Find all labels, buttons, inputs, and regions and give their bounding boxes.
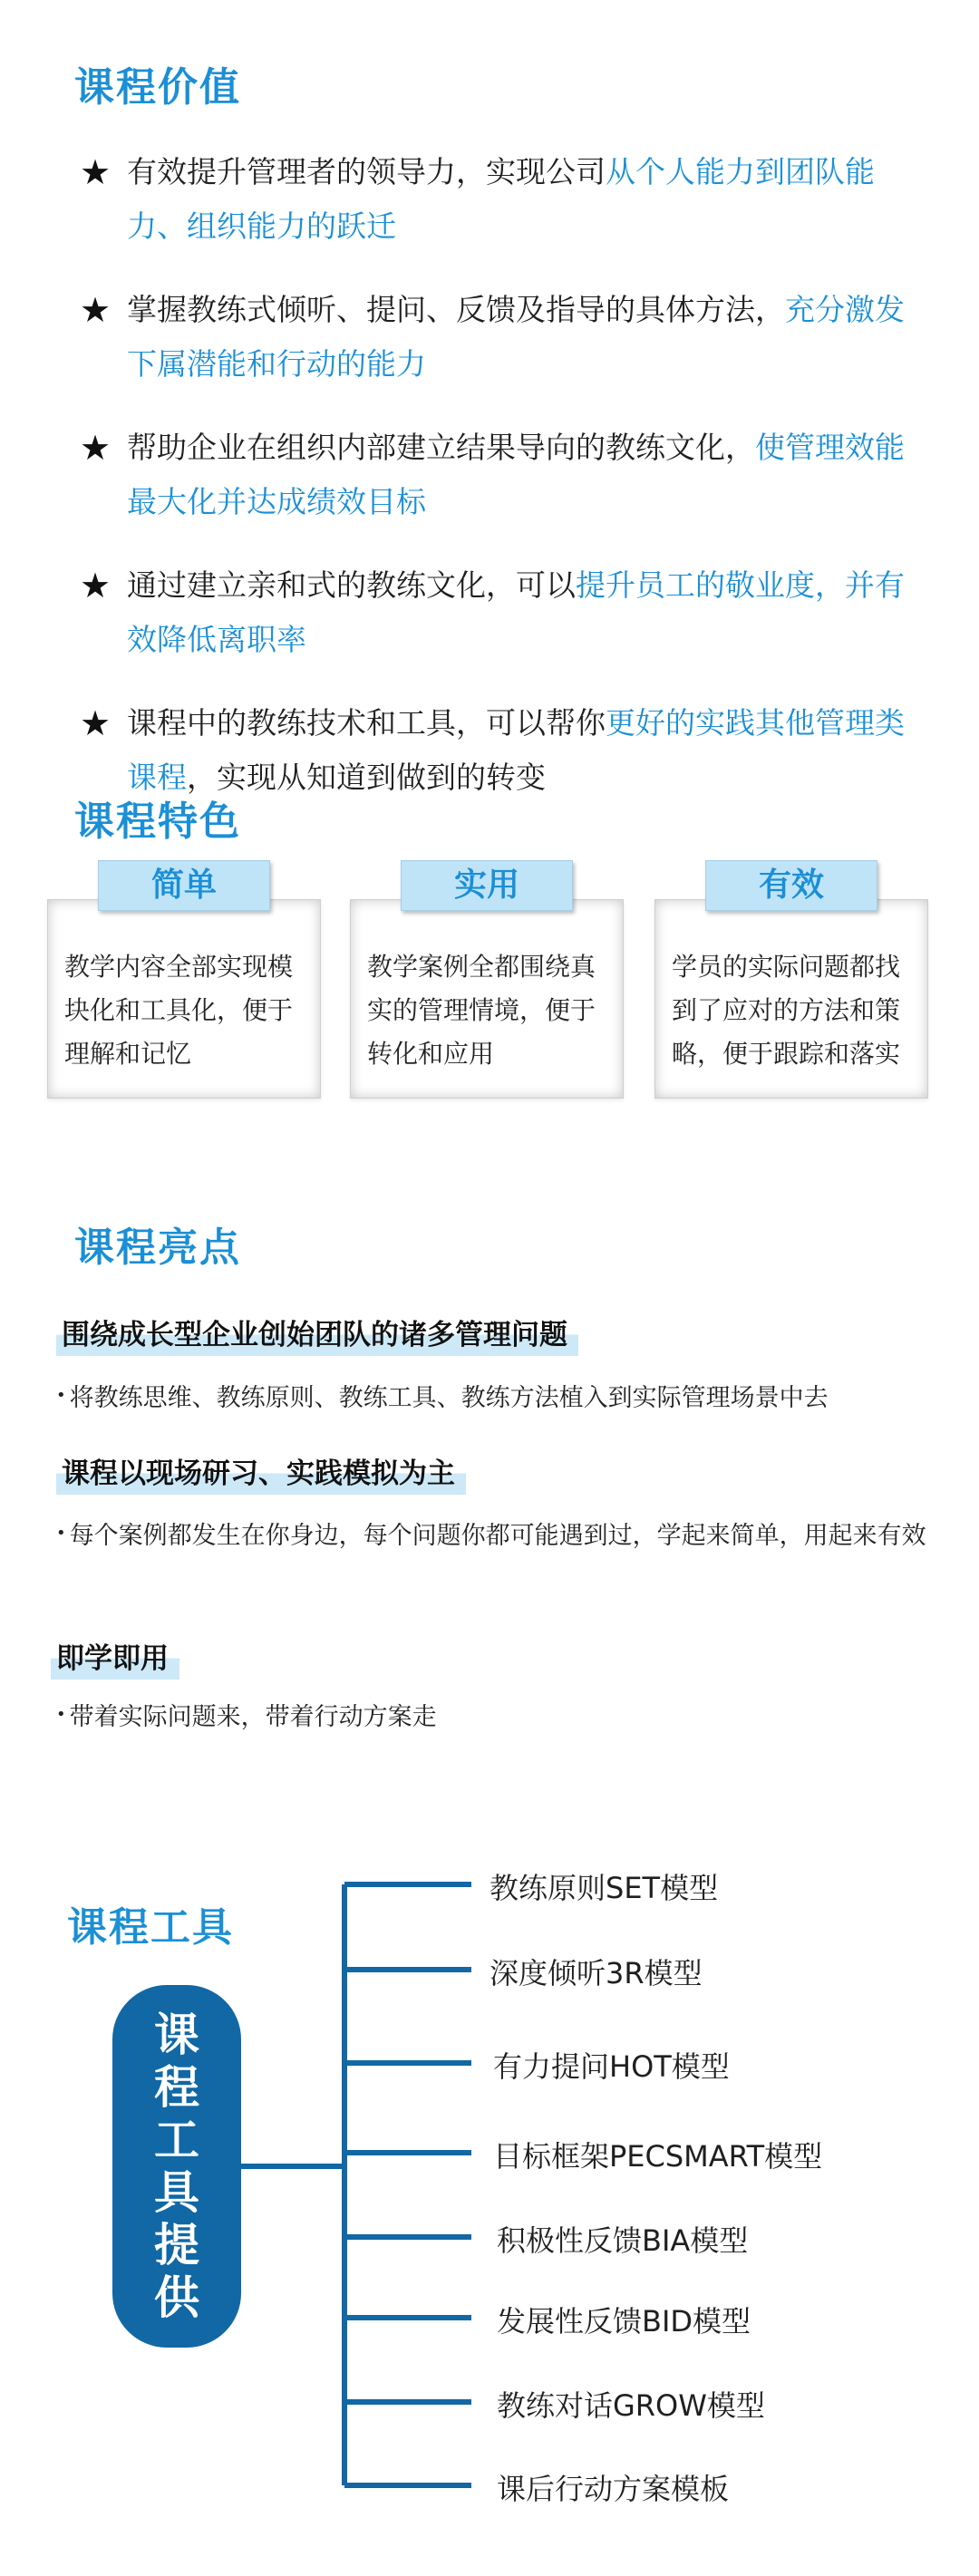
highlight-text <box>56 1516 926 1560</box>
tools-label-char: 程 <box>154 2061 199 2114</box>
feature-cards <box>47 867 935 1115</box>
star-icon: ★ <box>80 428 111 468</box>
feature-section-title: 课程特色 <box>74 799 241 845</box>
feature-card-effective <box>654 867 928 1099</box>
feature-card-body: 学员的实际问题都找到了应对的方法和策略，便于跟踪和落实 <box>672 952 901 1069</box>
value-item <box>80 145 914 254</box>
value-text: 课程中的教练技术和工具，可以帮你 <box>127 705 606 741</box>
highlight-heading: 围绕成长型企业创始团队的诸多管理问题 <box>56 1312 578 1356</box>
value-section-title: 课程价值 <box>74 64 241 111</box>
tool-item: 有力提问HOT模型 <box>493 2049 730 2084</box>
tools-label-char: 提 <box>154 2219 199 2271</box>
feature-card-body: 教学案例全都围绕真实的管理情境，便于转化和应用 <box>367 952 596 1069</box>
value-highlight: 更好的实践其他管理类课程 <box>127 705 905 795</box>
value-item <box>80 421 914 529</box>
value-highlight: 充分激发下属潜能和行动的能力 <box>127 292 905 382</box>
feature-card-title: 实用 <box>401 860 573 911</box>
star-icon: ★ <box>80 290 111 330</box>
feature-card-title: 简单 <box>98 860 270 911</box>
value-highlight: 提升员工的敬业度，并有效降低离职率 <box>127 567 905 657</box>
star-icon: ★ <box>80 152 111 192</box>
feature-card-title: 有效 <box>705 860 877 911</box>
value-highlight: 使管理效能最大化并达成绩效目标 <box>127 430 905 519</box>
value-item <box>80 283 914 392</box>
tool-item: 教练原则SET模型 <box>490 1871 719 1905</box>
highlight-text <box>56 1697 926 1741</box>
value-highlight: 从个人能力到团队能力、组织能力的跃迁 <box>127 154 875 244</box>
feature-card-practical <box>350 867 624 1099</box>
tool-item: 教练对话GROW模型 <box>497 2388 765 2423</box>
highlight-text-content: 带着实际问题来，带着行动方案走 <box>69 1703 437 1731</box>
bullet-dot-icon: • <box>56 1524 66 1543</box>
tool-item: 发展性反馈BID模型 <box>497 2304 751 2339</box>
bullet-dot-icon: • <box>56 1386 66 1405</box>
value-list <box>80 145 914 834</box>
tool-item: 积极性反馈BIA模型 <box>497 2223 749 2258</box>
highlight-text-content: 将教练思维、教练原则、教练工具、教练方法植入到实际管理场景中去 <box>69 1384 829 1412</box>
highlight-heading: 即学即用 <box>51 1635 179 1680</box>
tool-item: 课后行动方案模板 <box>497 2472 730 2506</box>
highlight-section-title: 课程亮点 <box>74 1225 241 1271</box>
highlight-text <box>56 1378 926 1422</box>
feature-card-body: 教学内容全部实现模块化和工具化，便于理解和记忆 <box>64 952 294 1069</box>
value-text: 有效提升管理者的领导力，实现公司 <box>127 154 606 189</box>
tools-provided-label <box>112 1985 241 2348</box>
value-text-after: ，实现从知道到做到的转变 <box>187 760 546 795</box>
tool-item: 目标框架PECSMART模型 <box>493 2139 823 2174</box>
bullet-dot-icon: • <box>56 1705 66 1724</box>
tools-label-char: 供 <box>154 2271 199 2324</box>
tool-item: 深度倾听3R模型 <box>490 1956 703 1990</box>
highlight-heading: 课程以现场研习、实践模拟为主 <box>56 1450 466 1495</box>
value-text: 掌握教练式倾听、提问、反馈及指导的具体方法， <box>127 292 785 327</box>
tools-label-char: 具 <box>154 2166 199 2219</box>
tools-label-char: 工 <box>154 2114 199 2166</box>
value-text: 通过建立亲和式的教练文化，可以 <box>127 567 576 603</box>
tools-section-title: 课程工具 <box>67 1904 234 1951</box>
feature-card-simple <box>47 867 321 1099</box>
highlight-text-content: 每个案例都发生在你身边，每个问题你都可能遇到过，学起来简单，用起来有效 <box>69 1522 926 1550</box>
star-icon: ★ <box>80 703 111 743</box>
value-text: 帮助企业在组织内部建立结果导向的教练文化， <box>127 430 755 465</box>
star-icon: ★ <box>80 566 111 605</box>
value-item <box>80 558 914 667</box>
tools-label-char: 课 <box>154 2009 199 2061</box>
